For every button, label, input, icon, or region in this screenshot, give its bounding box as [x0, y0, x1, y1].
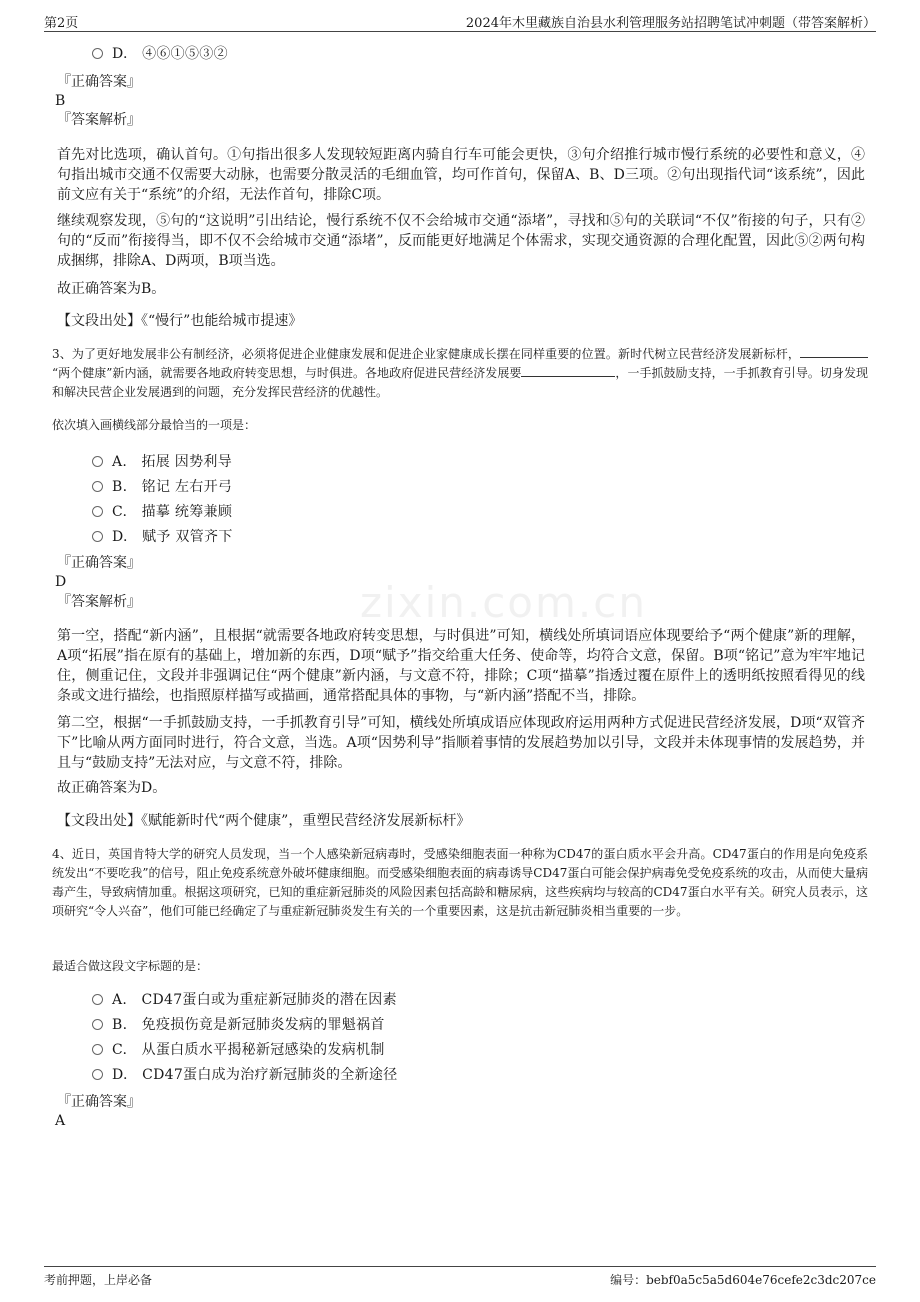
radio-icon[interactable]: [92, 994, 103, 1005]
q3-option-c[interactable]: C. 描摹 统筹兼顾: [92, 502, 232, 522]
q3-option-d[interactable]: D. 赋予 双管齐下: [92, 527, 233, 547]
page-header: [44, 12, 876, 30]
q4-option-a[interactable]: A. CD47蛋白或为重症新冠肺炎的潜在因素: [92, 990, 397, 1010]
radio-icon[interactable]: [92, 1069, 103, 1080]
radio-icon[interactable]: [92, 481, 103, 492]
q3-explain-para-3: 故正确答案为D。: [57, 780, 167, 796]
header-divider: [44, 31, 876, 32]
q3-source: 【文段出处】《赋能新时代“两个健康”，重塑民营经济发展新标杆》: [57, 813, 471, 829]
footer-doc-id: 编号：bebf0a5c5a5d604e76cefe2c3dc207ce: [610, 1273, 876, 1287]
q3-stem: 3、为了更好地发展非公有制经济，必须将促进企业健康发展和促进企业家健康成长摆在同样重要的位置。新时代树立民营经济发展新标杆，“两个健康”新内涵，就需要各地政府转变思想，与时俱进。各地政府促进民营经济发展要 ，一手抓鼓励支持，一手抓教育引导。切身发现和解决民营企业发展遇到的问题，充分发挥民营经济的优越性。: [52, 347, 868, 399]
q4-option-c[interactable]: C. 从蛋白质水平揭秘新冠感染的发病机制: [92, 1040, 385, 1060]
q2-explain-para-2: 继续观察发现，⑤句的“这说明”引出结论，慢行系统不仅不会给城市交通“添堵”，寻找和⑤句的关联词“不仅”衔接的句子，只有②句的“反而”衔接得当，即不仅不会给城市交通“添堵”，反而能更好地满足个体需求，实现交通资源的合理化配置，因此⑤②两句构成捆绑，排除A、D两项，B项当选。: [57, 213, 865, 269]
q3-explain-para-2: 第二空，根据“一手抓鼓励支持，一手抓教育引导”可知，横线处所填成语应体现政府运用两种方式促进民营经济发展，D项“双管齐下”比喻从两方面同时进行，符合文意，当选。A项“因势利导”指顺着事情的发展趋势加以引导，文段并未体现事情的发展趋势，并且与“鼓励支持”无法对应，与文意不符，排除。: [57, 715, 865, 771]
q2-explain-para-1: 首先对比选项，确认首句。①句指出很多人发现较短距离内骑自行车可能会更快，③句介绍推行城市慢行系统的必要性和意义，④句指出城市交通不仅需要大动脉，也需要分散灵活的毛细血管，均可作首句，保留A、B、D三项。②句出现指代词“该系统”，因此前文应有关于“系统”的介绍，无法作首句，排除C项。: [57, 147, 865, 203]
radio-icon[interactable]: [92, 531, 103, 542]
q2-explain-para-3: 故正确答案为B。: [57, 281, 166, 297]
q2-explain-label: 『答案解析』: [57, 112, 141, 128]
q4-option-d[interactable]: D. CD47蛋白成为治疗新冠肺炎的全新途径: [92, 1065, 398, 1085]
q4-option-b[interactable]: B. 免疫损伤竟是新冠肺炎发病的罪魁祸首: [92, 1015, 385, 1035]
q3-option-a[interactable]: A. 拓展 因势利导: [92, 452, 232, 472]
q4-prompt: 最适合做这段文字标题的是：: [52, 959, 209, 973]
radio-icon[interactable]: [92, 456, 103, 467]
q3-answer-label: 『正确答案』: [57, 555, 141, 571]
page-number: 第2页: [44, 16, 79, 31]
radio-icon[interactable]: [92, 506, 103, 517]
q2-answer: B: [55, 93, 66, 109]
footer-slogan: 考前押题，上岸必备: [44, 1273, 153, 1287]
q3-answer: D: [55, 574, 67, 590]
q3-blank-1: [800, 345, 868, 358]
radio-icon[interactable]: [92, 1019, 103, 1030]
watermark: zixin.com.cn: [360, 578, 647, 627]
q3-explain-label: 『答案解析』: [57, 594, 141, 610]
q2-source: 【文段出处】《“慢行”也能给城市提速》: [57, 313, 303, 329]
footer-divider: [44, 1266, 876, 1267]
q4-answer: A: [55, 1113, 66, 1129]
q4-answer-label: 『正确答案』: [57, 1094, 141, 1110]
radio-icon[interactable]: [92, 48, 103, 59]
q3-explain-para-1: 第一空，搭配“新内涵”，且根据“就需要各地政府转变思想，与时俱进”可知，横线处所填词语应体现要给予“两个健康”新的理解，A项“拓展”指在原有的基础上，增加新的东西，D项“赋予”指交给重大任务、使命等，均符合文意，保留。B项“铭记”意为牢牢地记住，侧重记住，文段并非强调记住“两个健康”新内涵，与文意不符，排除；C项“描摹”指透过覆在原件上的透明纸按照看得见的线条或文进行描绘，也指照原样描写或描画，通常搭配具体的事物，与“新内涵”搭配不当，排除。: [57, 628, 865, 704]
q2-option-d[interactable]: D. ④⑥①⑤③②: [92, 44, 228, 64]
q3-blank-2: [521, 364, 615, 377]
q3-prompt: 依次填入画横线部分最恰当的一项是：: [52, 418, 257, 432]
radio-icon[interactable]: [92, 1044, 103, 1055]
q4-stem: 4、近日，英国肯特大学的研究人员发现，当一个人感染新冠病毒时，受感染细胞表面一种称为CD47的蛋白质水平会升高。CD47蛋白的作用是向免疫系统发出“不要吃我”的信号，阻止免疫系统意外破坏健康细胞。而受感染细胞表面的病毒诱导CD47蛋白可能会保护病毒免受免疫系统的攻击，从而使大量病毒产生，导致病情加重。根据这项研究，已知的重症新冠肺炎的风险因素包括高龄和糖尿病，这些疾病均与较高的CD47蛋白水平有关。研究人员表示，这项研究“令人兴奋”，他们可能已经确定了与重症新冠肺炎发生有关的一个重要因素，这是抗击新冠肺炎相当重要的一步。: [52, 847, 868, 918]
q3-option-b[interactable]: B. 铭记 左右开弓: [92, 477, 232, 497]
q2-answer-label: 『正确答案』: [57, 74, 141, 90]
document-title: 2024年木里藏族自治县水利管理服务站招聘笔试冲刺题（带答案解析）: [465, 16, 876, 31]
